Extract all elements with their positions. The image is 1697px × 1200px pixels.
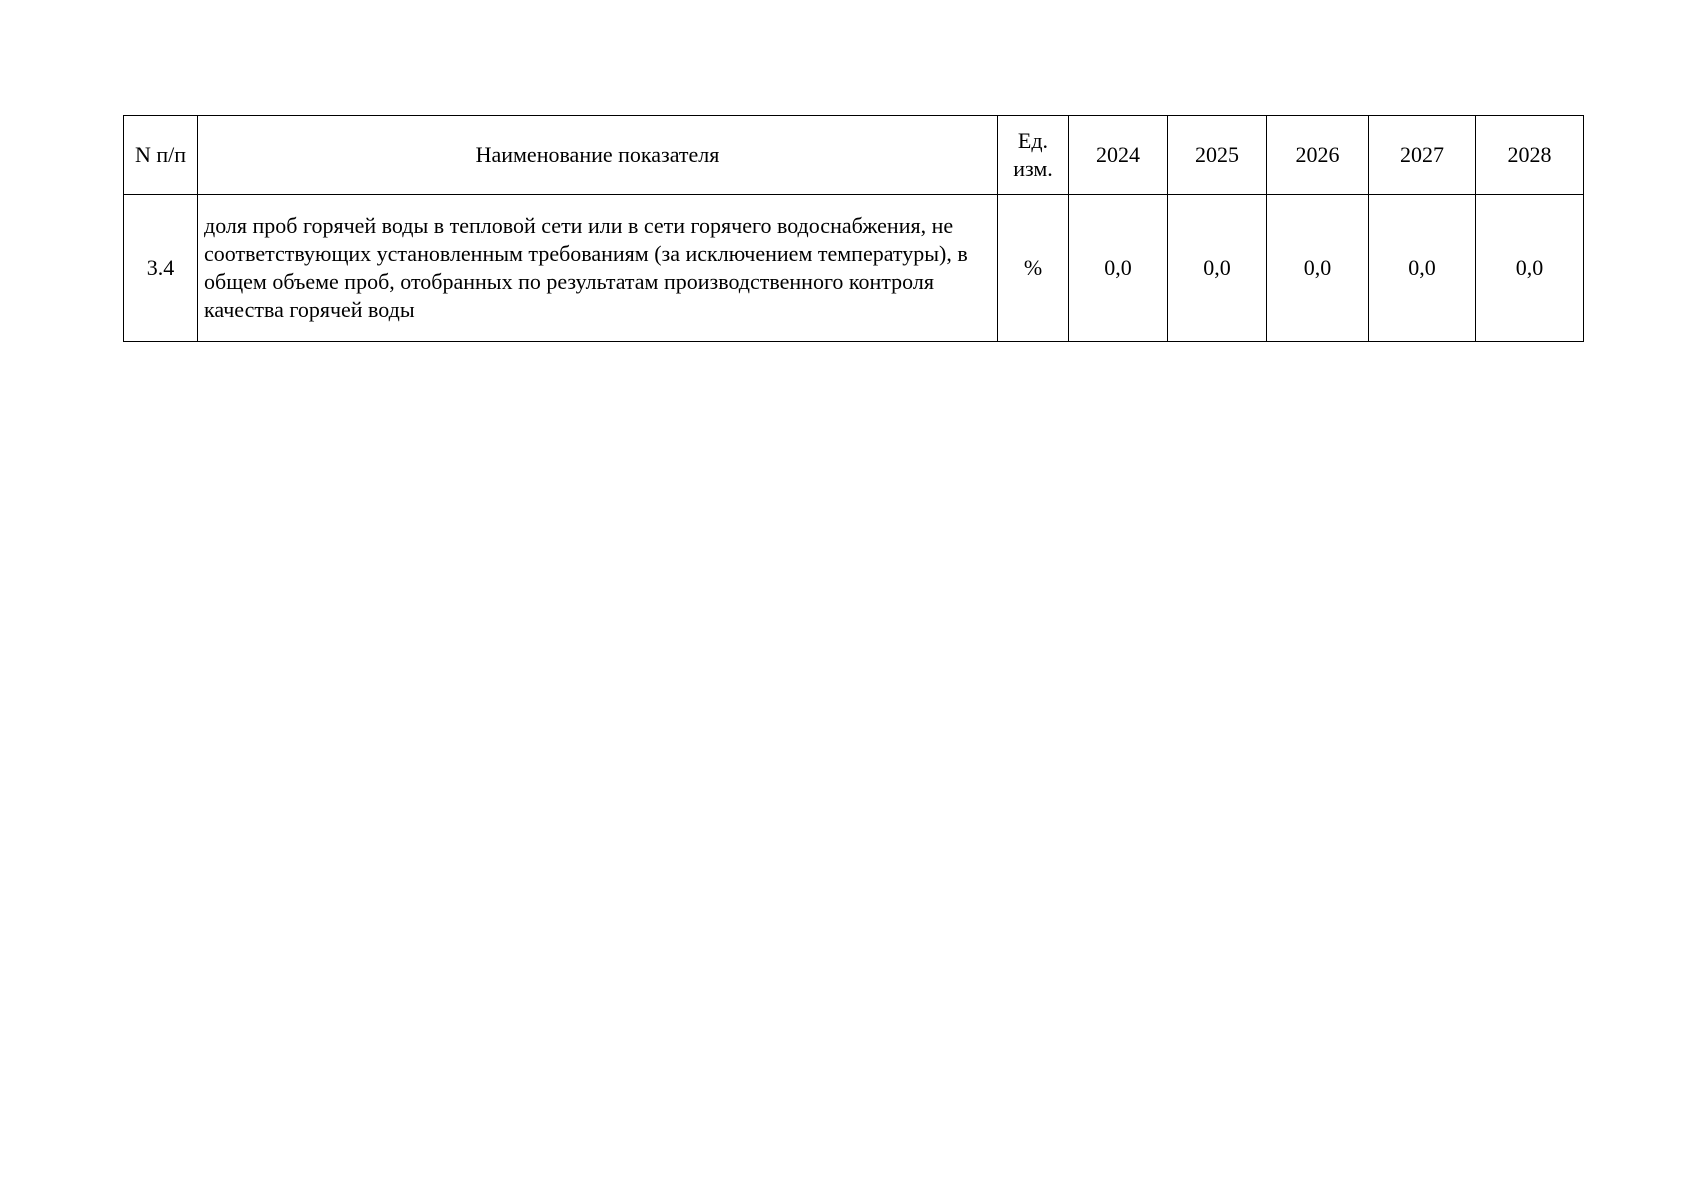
row-value-2028: 0,0 — [1476, 195, 1584, 342]
header-year-2026: 2026 — [1267, 116, 1369, 195]
header-year-2024: 2024 — [1069, 116, 1168, 195]
header-unit-line2: изм. — [1013, 156, 1053, 181]
row-unit: % — [998, 195, 1069, 342]
header-number: N п/п — [124, 116, 198, 195]
row-value-2024: 0,0 — [1069, 195, 1168, 342]
indicators-table — [123, 115, 1584, 342]
row-number: 3.4 — [124, 195, 198, 342]
row-value-2026: 0,0 — [1267, 195, 1369, 342]
table-row — [124, 195, 1584, 342]
header-name: Наименование показателя — [198, 116, 998, 195]
header-year-2027: 2027 — [1369, 116, 1476, 195]
header-unit — [998, 116, 1069, 195]
header-year-2028: 2028 — [1476, 116, 1584, 195]
header-unit-line1: Ед. — [1017, 128, 1049, 153]
table-header-row — [124, 116, 1584, 195]
row-indicator-name: доля проб горячей воды в тепловой сети или в сети горячего водоснабжения, не соответствующих установленным требованиям (за исключением температуры), в общем объеме проб, отобранных по результатам производственного контроля качества горячей воды — [198, 195, 998, 342]
header-year-2025: 2025 — [1168, 116, 1267, 195]
row-value-2025: 0,0 — [1168, 195, 1267, 342]
row-value-2027: 0,0 — [1369, 195, 1476, 342]
